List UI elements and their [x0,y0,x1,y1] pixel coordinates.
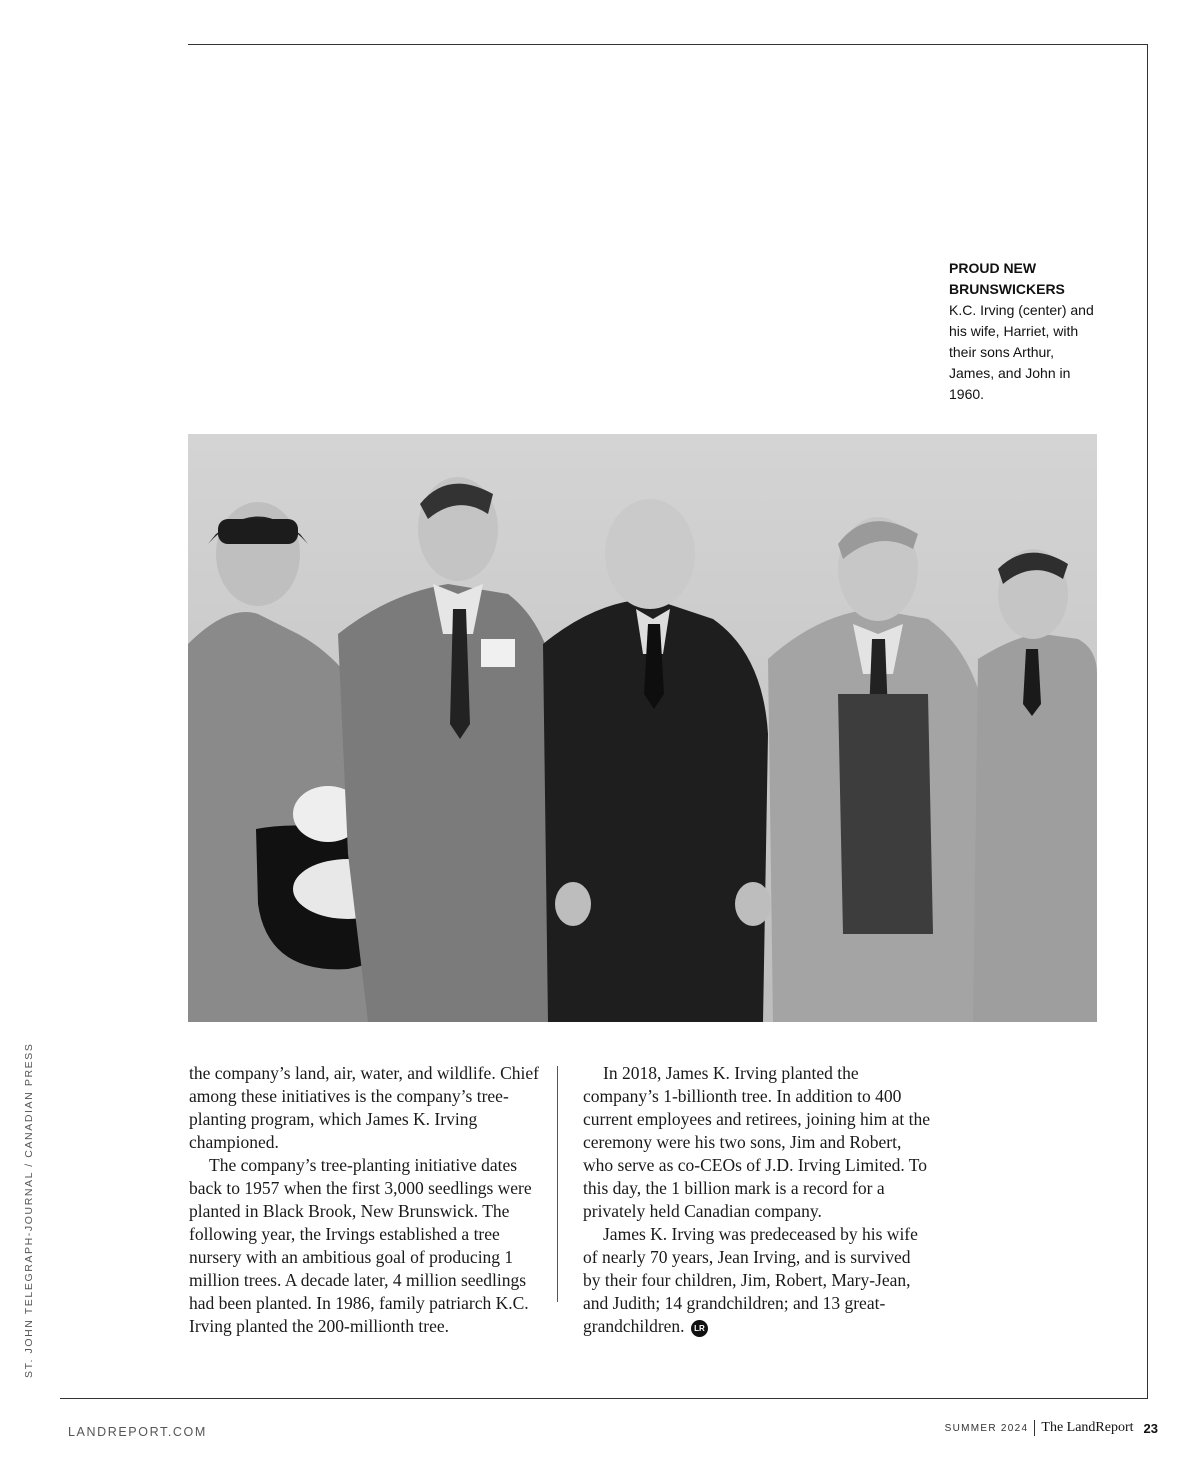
photo-caption [949,258,1099,405]
bottom-rule [60,1398,1148,1399]
caption-text: K.C. Irving (center) and his wife, Harriet, with their sons Arthur, James, and John in 1960. [949,302,1094,402]
article-paragraph: the company’s land, air, water, and wildlife. Chief among these initiatives is the company’s tree-planting program, which James K. Irving championed. [189,1063,539,1152]
article-paragraph-final [583,1223,931,1338]
column-divider [557,1066,558,1302]
page-number: 23 [1143,1420,1158,1436]
land-report-end-mark-icon: LR [691,1320,708,1337]
article-column-right [583,1062,931,1338]
magazine-name: The LandReport [1041,1420,1134,1435]
family-photo-illustration [188,434,1097,1022]
article-column-left [189,1062,541,1338]
photo-credit: ST. JOHN TELEGRAPH-JOURNAL / CANADIAN PRESS [23,1042,35,1378]
right-rule [1147,44,1148,1399]
article-paragraph: The company’s tree-planting initiative dates back to 1957 when the first 3,000 seedlings were planted in Black Brook, New Brunswick. The following year, the Irvings established a tree nursery with an ambitious goal of producing 1 million trees. A decade later, 4 million seedlings had been planted. In 1986, family patriarch K.C. Irving planted the 200-millionth tree. [189,1155,532,1336]
website-footer: LANDREPORT.COM [68,1425,207,1439]
page-footer [945,1420,1158,1436]
caption-title: PROUD NEW BRUNSWICKERS [949,260,1065,297]
footer-divider [1034,1420,1035,1436]
article-paragraph: In 2018, James K. Irving planted the company’s 1-billionth tree. In addition to 400 current employees and retirees, joining him at the ceremony were his two sons, Jim and Robert, who serve as co-CEOs of J.D. Irving Limited. To this day, the 1 billion mark is a record for a privately held Canadian company. [583,1063,930,1221]
family-photo [188,434,1097,1022]
issue-label: SUMMER 2024 [944,1422,1029,1434]
article-paragraph-text: James K. Irving was predeceased by his wife of nearly 70 years, Jean Irving, and is survived by their four children, Jim, Robert, Mary-Jean, and Judith; 14 grandchildren; and 13 great-grandchildren. [583,1224,918,1336]
top-rule [188,44,1148,45]
